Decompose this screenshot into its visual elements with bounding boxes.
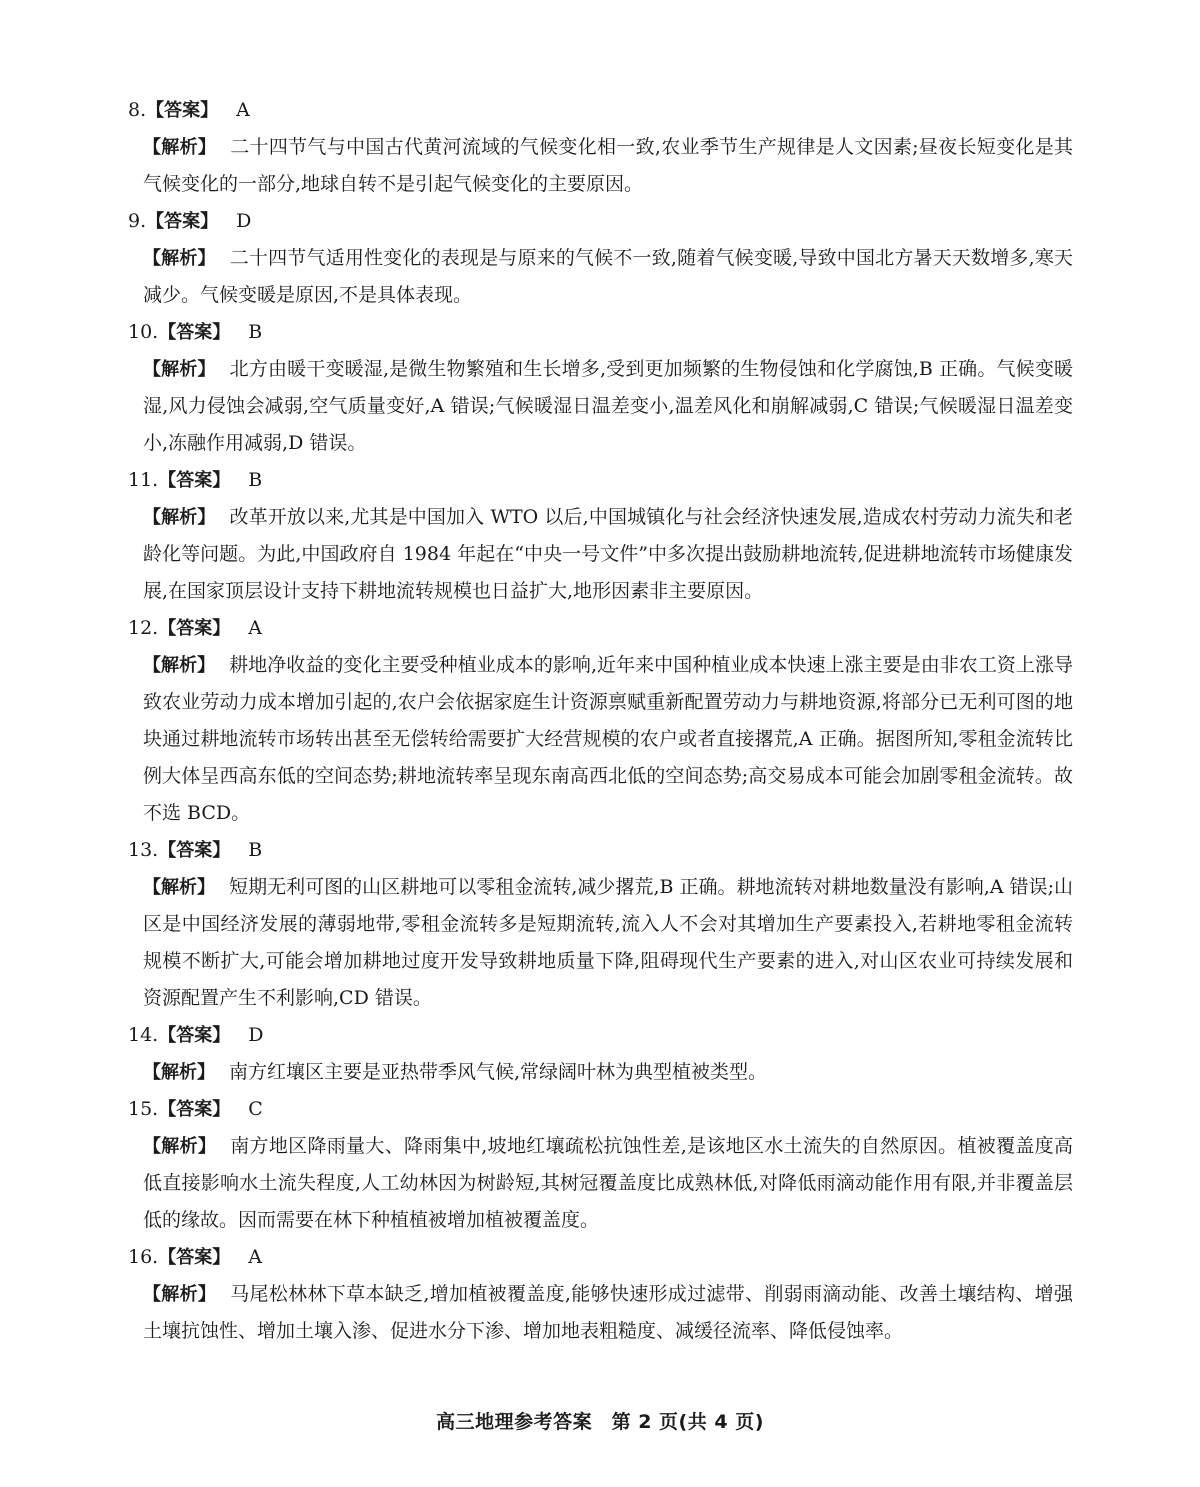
answer-value: A [236,99,250,121]
answer-tag: 【答案】 [158,1247,231,1268]
analysis-tag: 【解析】 [143,1284,217,1305]
analysis-paragraph [128,647,1073,832]
answer-item-13 [128,832,1073,1017]
analysis-paragraph [128,129,1073,203]
answer-item-8 [128,92,1073,203]
answer-tag: 【答案】 [158,1099,231,1120]
analysis-tag: 【解析】 [143,1136,217,1157]
answer-line [128,832,1073,869]
answer-value: B [248,321,263,343]
answer-item-12 [128,610,1073,832]
answer-item-14 [128,1017,1073,1091]
analysis-text: 二十四节气与中国古代黄河流域的气候变化相一致,农业季节生产规律是人文因素;昼夜长短变化是其气候变化的一部分,地球自转不是引起气候变化的主要原因。 [143,136,1073,195]
answer-tag: 【答案】 [158,322,231,343]
question-number: 14. [128,1024,159,1046]
analysis-text: 北方由暖干变暖湿,是微生物繁殖和生长增多,受到更加频繁的生物侵蚀和化学腐蚀,B 正确。气候变暖湿,风力侵蚀会减弱,空气质量变好,A 错误;气候暖湿日温差变小,温差风化和崩解减弱,C 错误;气候暖湿日温差变小,冻融作用减弱,D 错误。 [143,358,1073,454]
analysis-tag: 【解析】 [143,359,216,380]
analysis-tag: 【解析】 [143,507,216,528]
answer-value: B [248,469,263,491]
answer-value: A [248,617,262,639]
analysis-tag: 【解析】 [143,655,216,676]
question-number: 16. [128,1246,159,1268]
answer-value: A [248,1246,262,1268]
analysis-text: 改革开放以来,尤其是中国加入 WTO 以后,中国城镇化与社会经济快速发展,造成农村劳动力流失和老龄化等问题。为此,中国政府自 1984 年起在“中央一号文件”中多次提出鼓励耕地流转,促进耕地流转市场健康发展,在国家顶层设计支持下耕地流转规模也日益扩大,地形因素非主要原因。 [143,506,1074,602]
answer-tag: 【答案】 [146,211,219,232]
analysis-text: 二十四节气适用性变化的表现是与原来的气候不一致,随着气候变暖,导致中国北方暑天天数增多,寒天减少。气候变暖是原因,不是具体表现。 [143,247,1074,306]
answer-value: D [248,1024,264,1046]
answer-value: C [248,1098,263,1120]
answer-line [128,1017,1073,1054]
analysis-paragraph [128,1276,1073,1350]
answer-line [128,203,1073,240]
analysis-paragraph [128,1128,1073,1239]
answer-line [128,1239,1073,1276]
analysis-text: 短期无利可图的山区耕地可以零租金流转,减少撂荒,B 正确。耕地流转对耕地数量没有影响,A 错误;山区是中国经济发展的薄弱地带,零租金流转多是短期流转,流入人不会对其增加生产要素投入,若耕地零租金流转规模不断扩大,可能会增加耕地过度开发导致耕地质量下降,阻碍现代生产要素的进入,对山区农业可持续发展和资源配置产生不利影响,CD 错误。 [143,876,1073,1009]
analysis-paragraph [128,499,1073,610]
page-footer: 高三地理参考答案 第 2 页(共 4 页) [436,1411,764,1433]
analysis-text: 南方地区降雨量大、降雨集中,坡地红壤疏松抗蚀性差,是该地区水土流失的自然原因。植被覆盖度高低直接影响水土流失程度,人工幼林因为树龄短,其树冠覆盖度比成熟林低,对降低雨滴动能作用有限,并非覆盖层低的缘故。因而需要在林下种植植被增加植被覆盖度。 [143,1135,1073,1231]
analysis-text: 马尾松林林下草本缺乏,增加植被覆盖度,能够快速形成过滤带、削弱雨滴动能、改善土壤结构、增强土壤抗蚀性、增加土壤入渗、促进水分下渗、增加地表粗糙度、减缓径流率、降低侵蚀率。 [143,1283,1073,1342]
answer-line [128,610,1073,647]
analysis-tag: 【解析】 [143,1062,215,1083]
question-number: 11. [128,469,159,491]
answer-tag: 【答案】 [158,840,231,861]
answer-tag: 【答案】 [158,618,231,639]
answer-item-15 [128,1091,1073,1239]
question-number: 12. [128,617,159,639]
answer-line [128,314,1073,351]
answer-item-10 [128,314,1073,462]
answer-value: B [248,839,263,861]
analysis-text: 南方红壤区主要是亚热带季风气候,常绿阔叶林为典型植被类型。 [229,1061,768,1083]
question-number: 9. [128,210,147,232]
answer-line [128,1091,1073,1128]
answer-value: D [236,210,252,232]
answer-list [128,92,1073,1350]
question-number: 8. [128,99,147,121]
answer-tag: 【答案】 [158,470,231,491]
answer-line [128,462,1073,499]
question-number: 10. [128,321,159,343]
analysis-paragraph [128,240,1073,314]
answer-line [128,92,1073,129]
analysis-tag: 【解析】 [143,877,216,898]
answer-tag: 【答案】 [146,100,219,121]
answer-item-9 [128,203,1073,314]
analysis-paragraph [128,1054,1073,1091]
question-number: 15. [128,1098,159,1120]
analysis-text: 耕地净收益的变化主要受种植业成本的影响,近年来中国种植业成本快速上涨主要是由非农工资上涨导致农业劳动力成本增加引起的,农户会依据家庭生计资源禀赋重新配置劳动力与耕地资源,将部分已无利可图的地块通过耕地流转市场转出甚至无偿转给需要扩大经营规模的农户或者直接撂荒,A 正确。据图所知,零租金流转比例大体呈西高东低的空间态势;耕地流转率呈现东南高西北低的空间态势;高交易成本可能会加剧零租金流转。故不选 BCD。 [143,654,1074,824]
analysis-tag: 【解析】 [143,248,216,269]
answer-tag: 【答案】 [158,1025,231,1046]
question-number: 13. [128,839,159,861]
answer-item-16 [128,1239,1073,1350]
analysis-paragraph [128,869,1073,1017]
answer-item-11 [128,462,1073,610]
analysis-tag: 【解析】 [143,137,217,158]
analysis-paragraph [128,351,1073,462]
